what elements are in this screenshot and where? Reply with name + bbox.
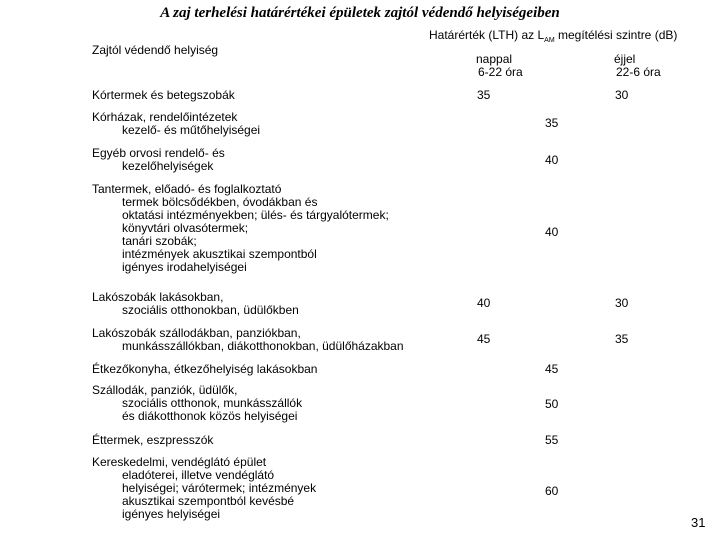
- table-row: [92, 89, 422, 102]
- row-text-line: Éttermek, eszpresszók: [92, 433, 214, 447]
- row-text-line: igényes helyiségei: [122, 507, 221, 521]
- limit-value: 35: [545, 116, 559, 130]
- table-row: [92, 434, 422, 447]
- row-text-line: Kórtermek és betegszobák: [92, 88, 235, 102]
- row-text-line: akusztikai szempontból kevésbé: [122, 494, 295, 508]
- day-column-header: [476, 53, 523, 79]
- limit-value: 40: [545, 153, 559, 167]
- day-label: nappal: [476, 52, 513, 66]
- night-hours: 22-6 óra: [616, 65, 661, 79]
- row-text-line: eladóterei, illetve vendéglátó: [122, 468, 275, 482]
- table-row: [92, 111, 422, 137]
- limit-value: 60: [545, 484, 559, 498]
- limit-header: [429, 29, 677, 42]
- row-text-line: Tantermek, előadó- és foglalkoztató: [92, 182, 282, 196]
- row-text-line: intézmények akusztikai szempontból: [122, 247, 317, 261]
- night-column-header: [614, 53, 661, 79]
- row-text-line: és diákotthonok közös helyiségei: [122, 409, 298, 423]
- limit-value: 40: [545, 225, 559, 239]
- day-hours: 6-22 óra: [478, 65, 523, 79]
- row-text-line: helyiségei; várótermek; intézmények: [122, 481, 317, 495]
- row-text-line: Egyéb orvosi rendelő- és: [92, 146, 225, 160]
- limit-header-prefix: Határérték (LTH) az L: [429, 28, 545, 42]
- row-text-line: munkásszállókban, diákotthonokban, üdülőházakban: [122, 339, 404, 353]
- table-row: [92, 384, 422, 423]
- row-text-line: Lakószobák lakásokban,: [92, 290, 224, 304]
- row-text-line: kezelő- és műtőhelyiségei: [122, 123, 261, 137]
- row-text-line: Kórházak, rendelőintézetek: [92, 110, 238, 124]
- row-text-line: szociális otthonokban, üdülőkben: [122, 303, 299, 317]
- page-number: 31: [691, 515, 706, 530]
- table-row: [92, 456, 422, 521]
- limit-value: 50: [545, 397, 559, 411]
- night-value: 30: [615, 88, 629, 102]
- row-text-line: Szállodák, panziók, üdülők,: [92, 383, 238, 397]
- night-value: 35: [615, 332, 629, 346]
- day-value: 45: [477, 332, 491, 346]
- row-text-line: könyvtári olvasótermek;: [122, 221, 249, 235]
- row-text-line: tanári szobák;: [122, 234, 197, 248]
- limit-value: 55: [545, 433, 559, 447]
- row-text-line: oktatási intézményekben; ülés- és tárgyalótermek;: [122, 208, 389, 222]
- table-row: [92, 363, 422, 376]
- night-label: éjjel: [614, 52, 636, 66]
- day-value: 40: [477, 296, 491, 310]
- page-title: A zaj terhelési határértékei épületek zajtól védendő helyiségeiben: [160, 5, 560, 21]
- limit-value: 45: [545, 362, 559, 376]
- table-row: [92, 291, 422, 317]
- limit-header-subscript: AM: [544, 37, 555, 44]
- row-text-line: termek bölcsődékben, óvodákban és: [122, 195, 318, 209]
- day-value: 35: [477, 88, 491, 102]
- row-text-line: Lakószobák szállodákban, panziókban,: [92, 326, 301, 340]
- row-text-line: szociális otthonok, munkásszállók: [122, 396, 303, 410]
- table-row: [92, 147, 422, 173]
- row-text-line: Étkezőkonyha, étkezőhelyiség lakásokban: [92, 362, 318, 376]
- table-row: [92, 183, 422, 274]
- night-value: 30: [615, 296, 629, 310]
- limit-header-suffix: megítélési szintre (dB): [554, 28, 678, 42]
- room-column-header: Zajtól védendő helyiség: [92, 43, 219, 57]
- row-text-line: Kereskedelmi, vendéglátó épület: [92, 455, 267, 469]
- row-text-line: kezelőhelyiségek: [122, 159, 214, 173]
- table-row: [92, 327, 422, 353]
- row-text-line: igényes irodahelyiségei: [122, 260, 247, 274]
